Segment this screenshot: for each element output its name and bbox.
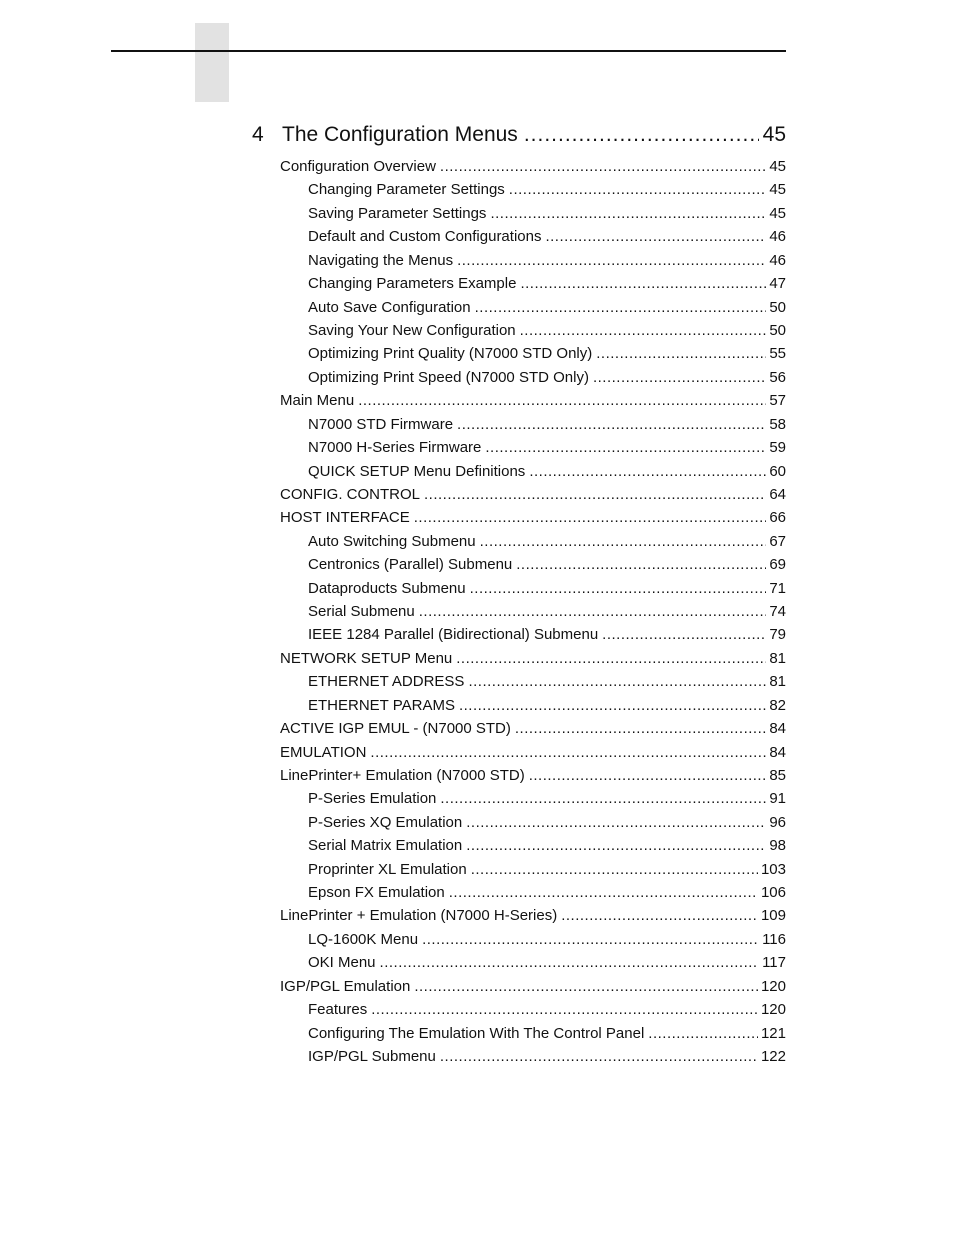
toc-entry-page-number: 122 <box>760 1048 786 1065</box>
toc-entry-page-number: 82 <box>769 696 786 714</box>
toc-entry-page-number: 56 <box>769 368 786 386</box>
toc-entry-title: N7000 H-Series Firmware <box>308 439 482 456</box>
toc-entry[interactable] <box>308 603 786 623</box>
toc-entry-title: Serial Submenu <box>308 603 415 620</box>
toc-entry-title: ETHERNET ADDRESS <box>308 673 465 691</box>
toc-entry-page-number: 64 <box>769 485 786 503</box>
dot-leader <box>602 626 766 643</box>
dot-leader <box>371 1001 758 1018</box>
dot-leader <box>471 861 758 878</box>
toc-entry[interactable] <box>308 580 786 600</box>
chapter-page-number: 45 <box>762 123 786 146</box>
toc-entry-title: Auto Switching Submenu <box>308 532 476 550</box>
toc-entry-page-number: 116 <box>762 930 786 948</box>
toc-entry[interactable] <box>308 439 786 459</box>
toc-entry-page-number: 120 <box>760 977 786 995</box>
toc-entry-page-number: 81 <box>769 673 786 691</box>
toc-entry[interactable] <box>308 533 786 553</box>
dot-leader <box>593 369 766 386</box>
toc-entry-page-number: 109 <box>760 907 786 925</box>
toc-entry-title: Default and Custom Configurations <box>308 228 542 246</box>
toc-entry-page-number: 69 <box>769 556 786 574</box>
header-rule <box>111 50 786 52</box>
dot-leader <box>414 509 767 526</box>
chapter-title: The Configuration Menus <box>282 123 518 146</box>
toc-entry-title: QUICK SETUP Menu Definitions <box>308 462 526 480</box>
toc-entry-page-number: 121 <box>760 1024 786 1042</box>
toc-entry-title: IEEE 1284 Parallel (Bidirectional) Submenu <box>308 626 599 644</box>
dot-leader <box>459 697 766 714</box>
toc-entry[interactable] <box>308 673 786 693</box>
toc-entry-page-number: 120 <box>760 1001 786 1019</box>
toc-entry-page-number: 58 <box>769 415 786 433</box>
dot-leader <box>419 603 767 620</box>
toc-entry-page-number: 91 <box>769 790 786 808</box>
toc-entry-title: Centronics (Parallel) Submenu <box>308 556 513 574</box>
toc-entry[interactable] <box>280 509 786 529</box>
toc-entry-page-number: 47 <box>769 275 786 293</box>
toc-entry-title: Optimizing Print Speed (N7000 STD Only) <box>308 368 589 386</box>
toc-entry-page-number: 50 <box>769 321 786 339</box>
dot-leader <box>440 790 766 807</box>
toc-entry-title: ACTIVE IGP EMUL - (N7000 STD) <box>280 720 511 738</box>
toc-entry[interactable] <box>308 228 786 248</box>
toc-entry-title: P-Series XQ Emulation <box>308 813 463 831</box>
dot-leader <box>370 744 766 761</box>
toc-entry[interactable] <box>308 556 786 576</box>
toc-entry-page-number: 98 <box>769 837 786 855</box>
toc-entry-page-number: 59 <box>769 439 786 456</box>
toc-entry[interactable] <box>280 978 786 998</box>
toc-entry-page-number: 60 <box>769 462 786 480</box>
toc-entry-page-number: 50 <box>769 298 786 316</box>
dot-leader <box>529 767 767 784</box>
dot-leader <box>456 650 766 667</box>
toc-entry[interactable] <box>308 463 786 483</box>
chapter-number: 4 <box>252 123 264 146</box>
toc-entry-page-number: 84 <box>769 720 786 738</box>
dot-leader <box>422 931 759 948</box>
chapter-heading[interactable] <box>252 123 786 153</box>
toc-entry[interactable] <box>308 790 786 810</box>
chapter-tab-marker <box>195 23 229 102</box>
toc-entry-page-number: 67 <box>769 532 786 550</box>
toc-entry[interactable] <box>280 158 786 178</box>
dot-leader <box>515 720 766 737</box>
toc-entry-title: IGP/PGL Submenu <box>308 1048 436 1065</box>
dot-leader <box>545 228 766 245</box>
toc-entry-title: P-Series Emulation <box>308 790 437 808</box>
dot-leader <box>480 533 767 550</box>
dot-leader <box>457 416 766 433</box>
dot-leader <box>424 486 766 503</box>
dot-leader <box>648 1025 758 1042</box>
toc-entry-page-number: 79 <box>769 626 786 644</box>
toc-entry-page-number: 45 <box>769 158 786 175</box>
toc-entry[interactable] <box>280 720 786 740</box>
dot-leader <box>470 580 767 597</box>
toc-entry[interactable] <box>280 650 786 670</box>
toc-entry[interactable] <box>308 252 786 272</box>
toc-entry[interactable] <box>308 322 786 342</box>
toc-entry[interactable] <box>308 837 786 857</box>
toc-entry-title: LinePrinter + Emulation (N7000 H-Series) <box>280 907 558 925</box>
dot-leader <box>475 299 767 316</box>
toc-entry-title: CONFIG. CONTROL <box>280 485 421 503</box>
dot-leader <box>485 439 766 456</box>
dot-leader <box>466 837 766 854</box>
toc-entry-page-number: 96 <box>769 813 786 831</box>
dot-leader <box>468 673 766 690</box>
toc-entry-page-number: 45 <box>769 204 786 222</box>
dot-leader <box>490 205 766 222</box>
dot-leader <box>440 158 766 175</box>
toc-entry-page-number: 117 <box>762 954 786 972</box>
toc-entry-title: Navigating the Menus <box>308 251 454 269</box>
toc-entry-title: Proprinter XL Emulation <box>308 860 467 878</box>
toc-entry[interactable] <box>280 744 786 764</box>
dot-leader <box>457 252 766 269</box>
toc-entry[interactable] <box>308 931 786 951</box>
toc-entry-title: N7000 STD Firmware <box>308 415 454 433</box>
dot-leader <box>414 978 758 995</box>
toc-entry-title: Configuration Overview <box>280 158 436 175</box>
toc-entry[interactable] <box>308 299 786 319</box>
dot-leader <box>561 907 758 924</box>
toc-entry[interactable] <box>308 697 786 717</box>
toc-entry-title: LQ-1600K Menu <box>308 930 419 948</box>
toc-entry-page-number: 81 <box>769 649 786 667</box>
toc-entry-title: OKI Menu <box>308 954 376 972</box>
toc-entry-title: Serial Matrix Emulation <box>308 837 463 855</box>
toc-entry[interactable] <box>308 861 786 881</box>
toc-entry-title: LinePrinter+ Emulation (N7000 STD) <box>280 766 525 784</box>
toc-entry[interactable] <box>308 814 786 834</box>
dot-leader <box>358 392 766 409</box>
toc-entry[interactable] <box>308 1048 786 1068</box>
toc-entry-page-number: 57 <box>769 392 786 410</box>
toc-entry-title: Dataproducts Submenu <box>308 579 466 597</box>
toc-entry-title: HOST INTERFACE <box>280 509 410 527</box>
toc-entry-page-number: 66 <box>769 509 786 527</box>
dot-leader <box>380 954 760 971</box>
toc-entry-title: Changing Parameter Settings <box>308 181 505 199</box>
toc-entry-title: EMULATION <box>280 743 367 761</box>
toc-entry-page-number: 106 <box>760 884 786 901</box>
dot-leader <box>524 123 759 147</box>
toc-entry-page-number: 46 <box>769 228 786 246</box>
toc-entry[interactable] <box>280 767 786 787</box>
toc-entry[interactable] <box>308 369 786 389</box>
toc-entry-title: Main Menu <box>280 392 355 410</box>
dot-leader <box>596 345 766 362</box>
dot-leader <box>440 1048 758 1065</box>
toc-entry-title: Optimizing Print Quality (N7000 STD Only) <box>308 345 593 363</box>
toc-entry[interactable] <box>308 1001 786 1021</box>
toc-entry-page-number: 103 <box>760 860 786 878</box>
toc-entry-title: Epson FX Emulation <box>308 884 445 901</box>
toc-entry-page-number: 71 <box>769 579 786 597</box>
toc-entry-page-number: 55 <box>769 345 786 363</box>
toc-entry-page-number: 85 <box>769 766 786 784</box>
toc-entry[interactable] <box>308 275 786 295</box>
toc-entry-title: Auto Save Configuration <box>308 298 471 316</box>
toc-entry[interactable] <box>308 1025 786 1045</box>
dot-leader <box>449 884 758 901</box>
toc-entry[interactable] <box>280 907 786 927</box>
toc-entry-title: Saving Your New Configuration <box>308 321 516 339</box>
toc-entry[interactable] <box>308 626 786 646</box>
toc-entry-title: ETHERNET PARAMS <box>308 696 455 714</box>
toc-entry[interactable] <box>280 486 786 506</box>
toc-entry-title: Configuring The Emulation With The Control Panel <box>308 1024 645 1042</box>
toc-entry[interactable] <box>308 205 786 225</box>
toc-entry-title: NETWORK SETUP Menu <box>280 649 453 667</box>
toc-entry[interactable] <box>308 416 786 436</box>
dot-leader <box>520 322 767 339</box>
toc-entry-page-number: 74 <box>769 603 786 620</box>
toc-entry-title: Features <box>308 1001 368 1019</box>
toc-entry[interactable] <box>308 954 786 974</box>
toc-entry[interactable] <box>308 884 786 904</box>
dot-leader <box>520 275 766 292</box>
dot-leader <box>509 181 767 198</box>
toc-entry-title: Changing Parameters Example <box>308 275 517 293</box>
dot-leader <box>516 556 766 573</box>
toc-entry[interactable] <box>308 345 786 365</box>
toc-entry-page-number: 84 <box>769 743 786 761</box>
dot-leader <box>529 463 766 480</box>
toc-entry-page-number: 46 <box>769 251 786 269</box>
dot-leader <box>466 814 766 831</box>
toc-entry-title: Saving Parameter Settings <box>308 204 487 222</box>
toc-entry-title: IGP/PGL Emulation <box>280 977 411 995</box>
toc-entry-page-number: 45 <box>769 181 786 199</box>
toc-entry[interactable] <box>280 392 786 412</box>
toc-entry[interactable] <box>308 181 786 201</box>
